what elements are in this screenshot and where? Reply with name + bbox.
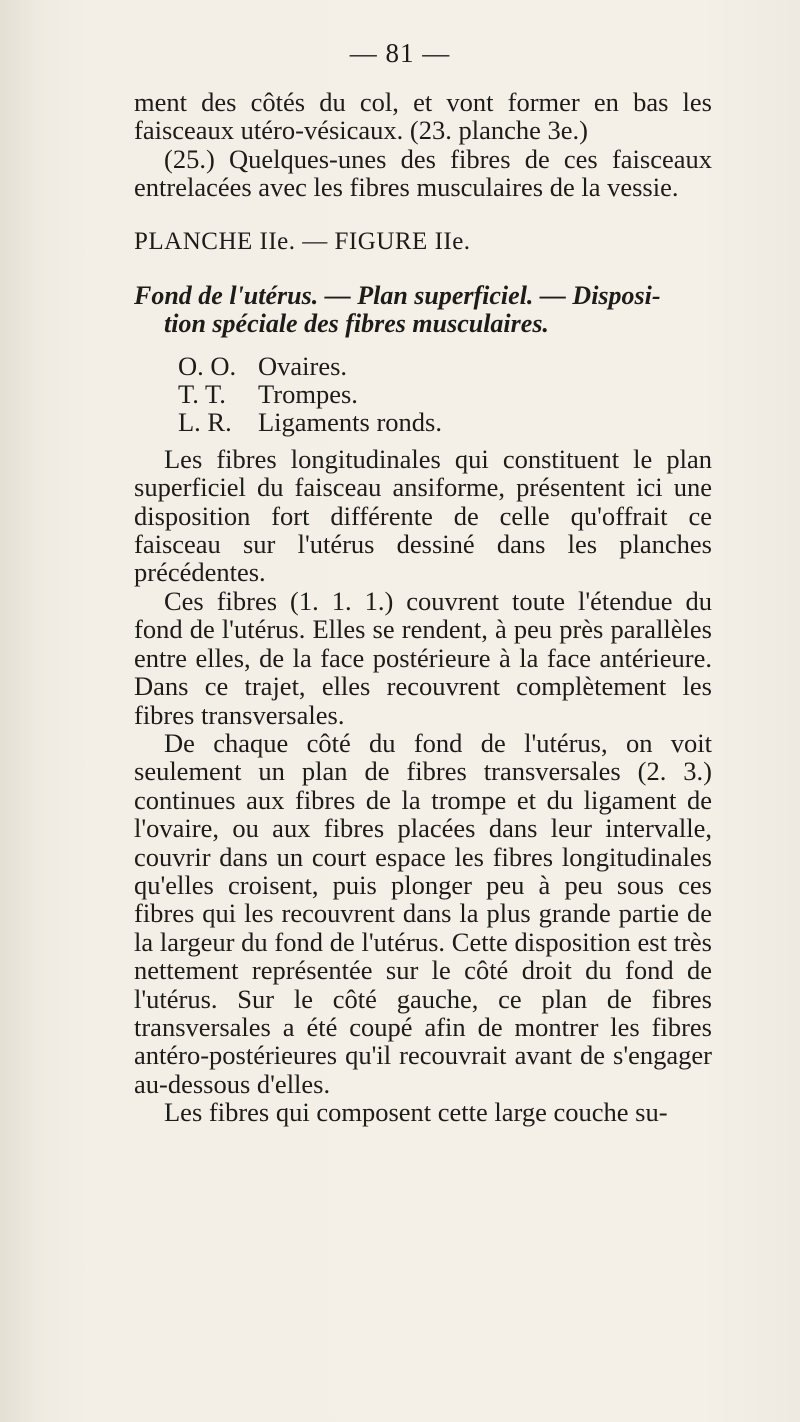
paragraph-2: (25.) Quelques-unes des fibres de ces faisceaux entrelacées avec les fibres musculaires de la vessie. xyxy=(134,143,712,203)
section-heading: PLANCHE IIe. — FIGURE IIe. xyxy=(134,227,471,255)
legend-item: T. T. Trompes. xyxy=(178,379,358,410)
legend-item: O. O. Ovaires. xyxy=(178,350,348,381)
paragraph-5: De chaque côté du fond de l'utérus, on voit seulement un plan de fibres transversales (2. 3.) continues aux fibres de la trompe et du ligament de l'ovaire, ou aux fibres placées dans leur intervalle, couvrir dans un court espace les fibres longitudinales qu'elles croisent, puis plonger peu à peu sous ces fibres qui les recouvrent dans la plus grande partie de la largeur du fond de l'utérus. Cette disposition est très nettement représentée sur le côté droit du fond de l'utérus. Sur le côté gauche, ce plan de fibres transversales a été coupé afin de montrer les fibres antéro-postérieures qu'il recouvrait avant de s'engager au-dessous d'elles. xyxy=(134,727,712,1099)
paragraph-4: Ces fibres (1. 1. 1.) couvrent toute l'étendue du fond de l'utérus. Elles se rendent, à peu près parallèles entre elles, de la face postérieure à la face antérieure. Dans ce trajet, elles recouvrent complètement les fibres transversales. xyxy=(134,585,712,730)
body-text xyxy=(134,88,712,1127)
caption-line-2: tion spéciale des fibres musculaires. xyxy=(164,308,549,338)
figure-caption xyxy=(134,282,712,338)
figure-legend xyxy=(134,352,712,437)
paragraph-6: Les fibres qui composent cette large couche su- xyxy=(164,1097,668,1128)
legend-item: L. R. Ligaments ronds. xyxy=(178,407,442,438)
paragraph-1: ment des côtés du col, et vont former en bas les faisceaux utéro-vésicaux. (23. planche 3e.) xyxy=(134,87,712,146)
paragraph-3: Les fibres longitudinales qui constituent le plan superficiel du faisceau ansiforme, présentent ici une disposition fort différente de celle qu'offrait ce faisceau sur l'utérus dessiné dans les planches précédentes. xyxy=(134,443,712,588)
caption-line-1: Fond de l'utérus. — Plan superficiel. — Disposi- xyxy=(134,280,661,310)
page-number: — 81 — xyxy=(349,38,451,68)
